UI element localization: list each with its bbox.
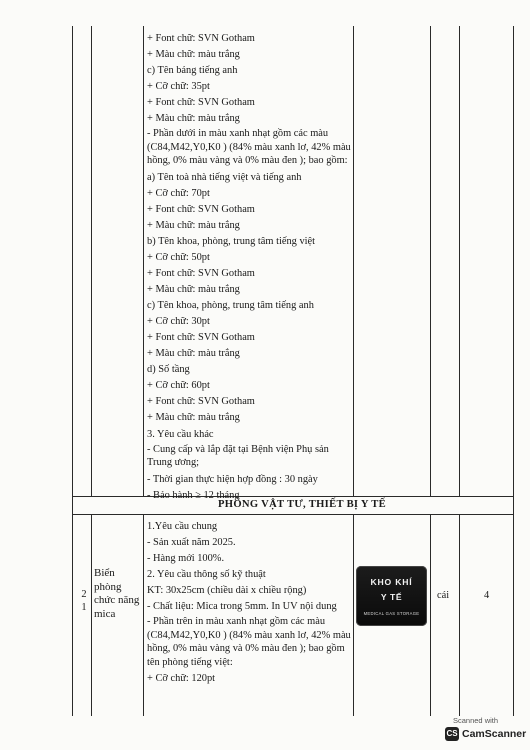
- description-line: + Màu chữ: màu trắng: [147, 348, 240, 360]
- description-line: + Font chữ: SVN Gotham: [147, 396, 255, 408]
- description-line: + Cỡ chữ: 30pt: [147, 316, 210, 328]
- description-line: + Màu chữ: màu trắng: [147, 412, 240, 424]
- description-line: c) Tên bảng tiếng anh: [147, 65, 238, 77]
- table-border-right: [513, 26, 514, 716]
- description-line: + Font chữ: SVN Gotham: [147, 97, 255, 109]
- column-divider-stt: [91, 26, 92, 496]
- description-line: c) Tên khoa, phòng, trung tâm tiếng anh: [147, 300, 314, 312]
- description-line: - Thời gian thực hiện hợp đồng : 30 ngày: [147, 473, 318, 485]
- sign-line-1: KHO KHÍ: [370, 577, 413, 587]
- continued-description: [147, 31, 352, 504]
- watermark-caption: Scanned with: [453, 716, 499, 725]
- description-line: + Font chữ: SVN Gotham: [147, 203, 255, 215]
- row-number: 2 1: [81, 589, 87, 613]
- description-paragraph: - Phần dưới in màu xanh nhạt gồm các màu (C84,M42,Y0,K0 ) (84% màu xanh lơ, 42% màu hồng, 0% màu vàng và 0% màu đen ); bao gồm:: [147, 128, 351, 167]
- description-line: + Font chữ: SVN Gotham: [147, 332, 255, 344]
- description-line: + Cỡ chữ: 60pt: [147, 380, 210, 392]
- description-paragraph: - Phần trên in màu xanh nhạt gồm các màu (C84,M42,Y0,K0 ) (84% màu xanh lơ, 42% màu hồng, 0% màu vàng và 0% màu đen ); bao gồm tên phòng tiếng việt:: [147, 616, 351, 668]
- column-divider-image: [430, 514, 431, 716]
- column-divider-unit: [459, 514, 460, 716]
- description-line: - Chất liệu: Mica trong 5mm. In UV nội dung: [147, 601, 337, 613]
- description-line: a) Tên toà nhà tiếng việt và tiếng anh: [147, 171, 302, 183]
- description-line: 2. Yêu cầu thông số kỹ thuật: [147, 569, 266, 581]
- description-line: - Bảo hành ≥ 12 tháng: [147, 489, 240, 501]
- column-divider-name: [143, 26, 144, 496]
- description-line: + Cỡ chữ: 120pt: [147, 673, 216, 685]
- item-name: Biển phòng chức năng mica: [94, 567, 140, 620]
- column-divider-desc: [353, 26, 354, 496]
- description-line: b) Tên khoa, phòng, trung tâm tiếng việt: [147, 235, 316, 247]
- column-divider-desc: [353, 514, 354, 716]
- description-line: - Sản xuất năm 2025.: [147, 537, 236, 549]
- item-unit: cái: [437, 590, 450, 601]
- camscanner-logo-icon: CS: [445, 727, 459, 741]
- description-line: + Màu chữ: màu trắng: [147, 113, 240, 125]
- description-line: - Hàng mới 100%.: [147, 553, 225, 565]
- description-line: + Cỡ chữ: 50pt: [147, 252, 210, 264]
- description-line: + Font chữ: SVN Gotham: [147, 268, 255, 280]
- watermark-brand: CamScanner: [462, 728, 527, 740]
- item-description: [147, 519, 352, 687]
- description-line: + Màu chữ: màu trắng: [147, 284, 240, 296]
- description-line: 1.Yêu cầu chung: [147, 521, 218, 532]
- column-divider-image: [430, 26, 431, 496]
- row-divider: [72, 514, 514, 515]
- description-line: 3. Yêu cầu khác: [147, 428, 214, 440]
- sign-line-2: Y TẾ: [380, 592, 403, 602]
- column-divider-stt: [91, 514, 92, 716]
- description-line: KT: 30x25cm (chiều dài x chiều rộng): [147, 585, 307, 597]
- table-border-left: [72, 26, 73, 716]
- sign-sample-image: [356, 566, 427, 626]
- description-line: + Cỡ chữ: 35pt: [147, 81, 210, 93]
- sign-line-3: MEDICAL GAS STORAGE: [363, 611, 420, 616]
- description-line: + Font chữ: SVN Gotham: [147, 33, 255, 44]
- item-quantity: 4: [484, 590, 490, 601]
- description-line: + Màu chữ: màu trắng: [147, 219, 240, 231]
- camscanner-watermark: [445, 716, 527, 744]
- description-line: + Màu chữ: màu trắng: [147, 49, 240, 61]
- description-line: d) Số tầng: [147, 364, 190, 376]
- description-line: + Cỡ chữ: 70pt: [147, 187, 210, 199]
- section-title: PHÒNG VẬT TƯ, THIẾT BỊ Y TẾ: [218, 499, 386, 510]
- column-divider-unit: [459, 26, 460, 496]
- description-paragraph: - Cung cấp và lắp đặt tại Bệnh viện Phụ sản Trung ương;: [147, 443, 329, 469]
